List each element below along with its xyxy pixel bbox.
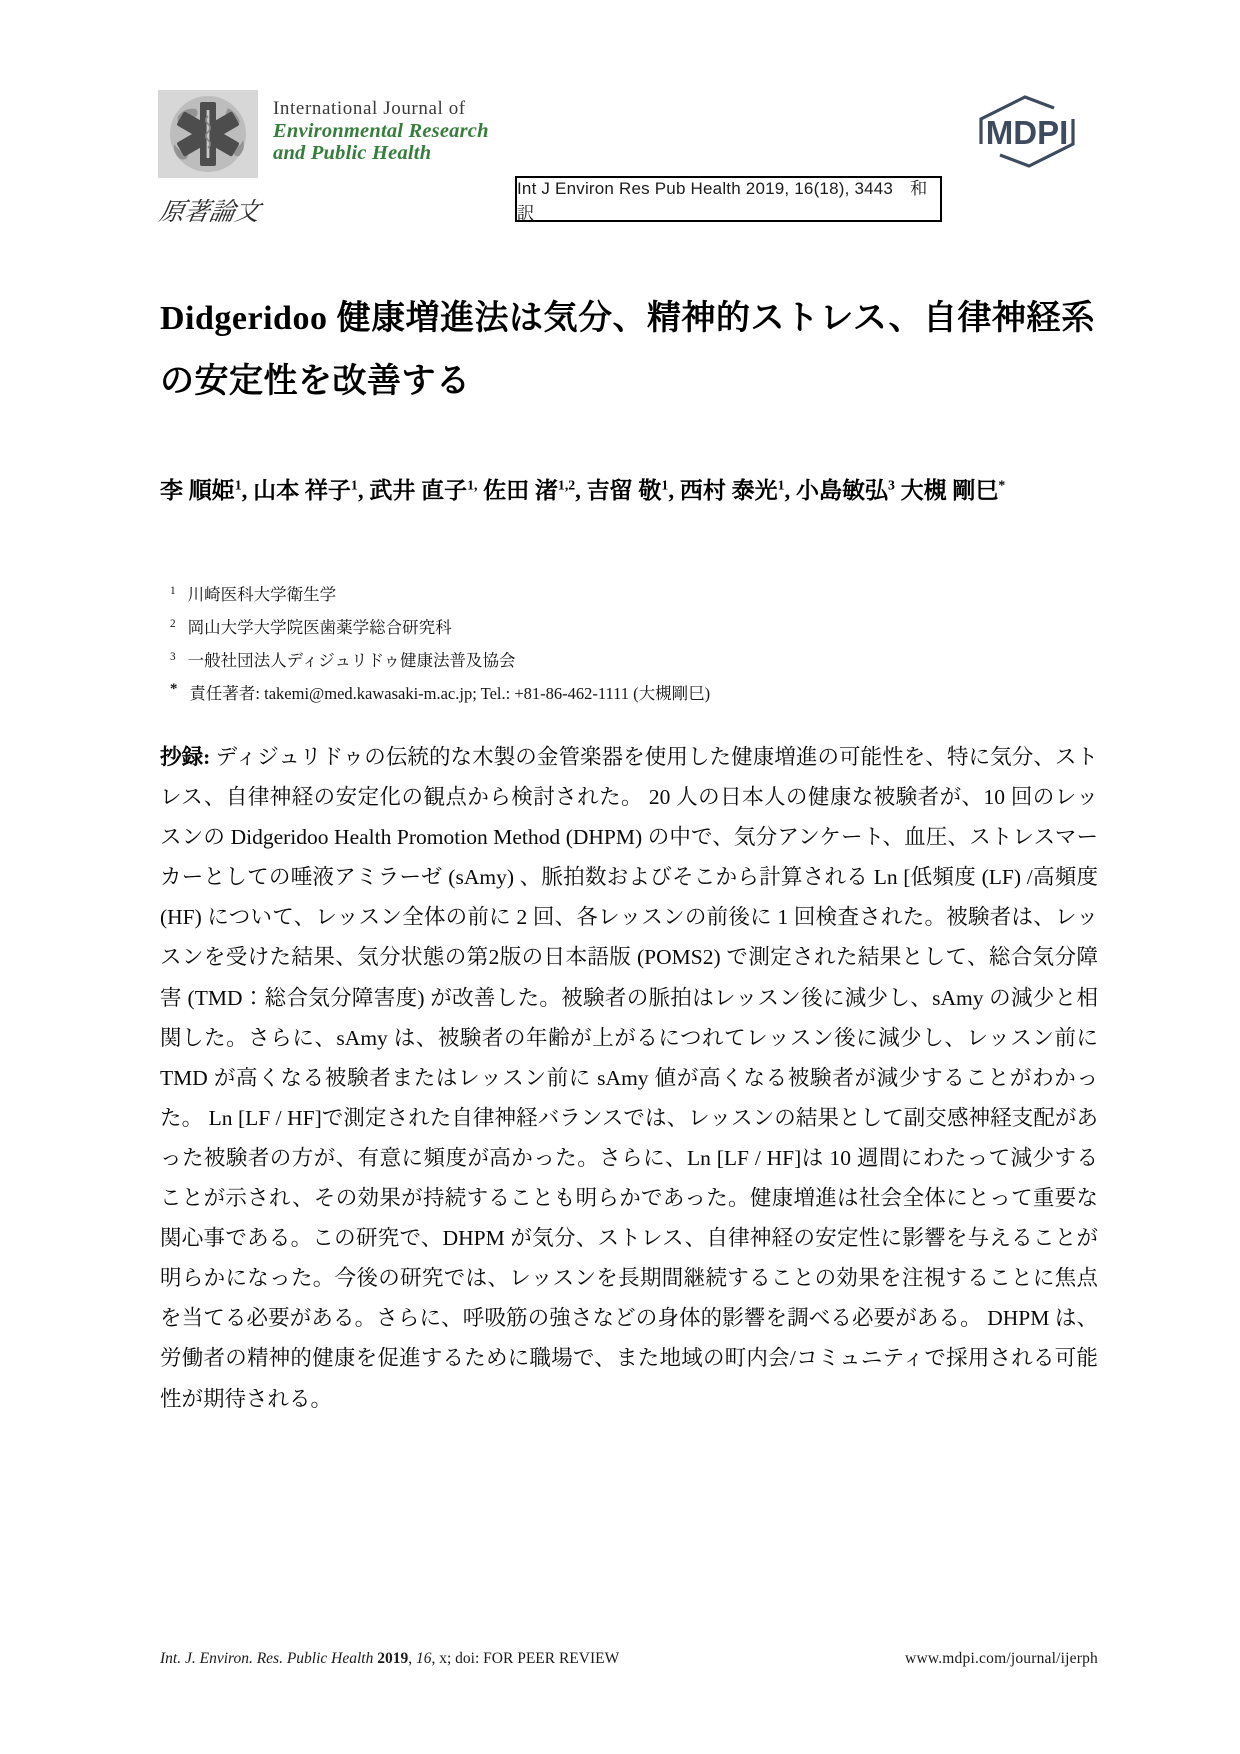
abstract-label: 抄録:	[160, 745, 216, 769]
article-type-label	[157, 192, 262, 228]
corresponding-rest: ; Tel.: +81-86-462-1111 (大槻剛巳)	[472, 684, 711, 703]
author-affiliation-sup: 1	[350, 477, 358, 493]
footer-citation-segment: ,	[408, 1650, 416, 1667]
author-affiliation-sup: 1	[234, 477, 242, 493]
affiliation-marker: 1	[170, 584, 176, 597]
footer-citation-segment: 16	[416, 1650, 432, 1667]
abstract	[160, 737, 1098, 1419]
author-affiliation-sup: 1,	[467, 477, 478, 493]
author	[369, 478, 483, 503]
page-footer	[160, 1650, 1098, 1668]
journal-header	[158, 90, 489, 178]
author-affiliation-sup: 1	[777, 477, 785, 493]
affiliation-marker: 2	[170, 617, 176, 630]
corresponding-author-row	[170, 677, 1090, 710]
affiliation-marker: 3	[170, 650, 176, 663]
author	[680, 478, 796, 503]
author-affiliation-sup: 1	[661, 477, 669, 493]
journal-name-line3: and Public Health	[273, 142, 432, 165]
affiliation-row	[170, 578, 1090, 611]
author-name: 大槻 剛巳	[900, 478, 999, 503]
footer-citation-segment: Int. J. Environ. Res. Public Health	[160, 1650, 378, 1667]
page-title: Didgeridoo 健康増進法は気分、精神的ストレス、自律神経系の安定性を改善する	[160, 300, 1096, 400]
mdpi-logo-text: MDPI	[985, 114, 1069, 151]
mdpi-logo	[968, 92, 1086, 177]
abstract-body: ディジュリドゥの伝統的な木製の金管楽器を使用した健康増進の可能性を、特に気分、ストレス、自律神経の安定化の観点から検討された。 20 人の日本人の健康な被験者が、10 回のレッスンの Didgeridoo Health Promotion Method (DHPM) の中で、気分アンケート、血圧、ストレスマーカーとしての唾液アミラーゼ (sAmy) 、脈拍数およびそこから計算される Ln [低頻度 (LF) /高頻度 (HF) について、レッスン全体の前に 2 回、各レッスンの前後に 1 回検査された。被験者は、レッスンを受けた結果、気分状態の第2版の日本語版 (POMS2) で測定された結果として、総合気分障害 (TMD：総合気分障害度) が改善した。被験者の脈拍はレッスン後に減少し、sAmy の減少と相関した。さらに、sAmy は、被験者の年齢が上がるにつれてレッスン後に減少し、レッスン前に TMD が高くなる被験者またはレッスン前に sAmy 値が高くなる被験者が減少することがわかった。 Ln [LF / HF]で測定された自律神経バランスでは、レッスンの結果として副交感神経支配があった被験者の方が、有意に頻度が高かった。さらに、Ln [LF / HF]は 10 週間にわたって減少することが示され、その効果が持続することも明らかであった。健康増進は社会全体にとって重要な関心事である。この研究で、DHPM が気分、ストレス、自律神経の安定性に影響を与えることが明らかになった。今後の研究では、レッスンを長期間継続することの効果を注視することに焦点を当てる必要がある。さらに、呼吸筋の強さなどの身体的影響を調べる必要がある。 DHPM は、労働者の精神的健康を促進するために職場で、また地域の町内会/コミュニティで採用される可能性が期待される。	[160, 745, 1098, 1411]
author-separator: ,	[668, 478, 680, 503]
author-list	[160, 463, 1098, 519]
corresponding-label: 責任著者:	[189, 684, 265, 703]
footer-journal-url[interactable]: www.mdpi.com/journal/ijerph	[905, 1650, 1098, 1667]
footer-citation-segment: , x; doi: FOR PEER REVIEW	[431, 1650, 620, 1667]
author-name: 吉留 敬	[586, 478, 662, 503]
footer-citation-segment: 2019	[377, 1650, 409, 1667]
author-name: 山本 祥子	[253, 478, 351, 503]
author-separator: ,	[241, 478, 254, 503]
citation-box: Int J Environ Res Pub Health 2019, 16(18), 3443 和訳	[515, 176, 942, 222]
author	[901, 478, 1006, 503]
author	[483, 478, 587, 503]
journal-name-line2: Environmental Research	[273, 119, 489, 142]
author-separator: ,	[575, 478, 587, 503]
affiliation-row	[170, 611, 1090, 644]
author-separator: ,	[784, 478, 796, 503]
affiliation-list	[170, 578, 1090, 677]
author	[253, 478, 369, 503]
affiliation-text: 岡山大学大学院医歯薬学総合研究科	[187, 618, 452, 637]
author-name: 李 順姫	[160, 478, 235, 503]
corresponding-email-link[interactable]: takemi@med.kawasaki-m.ac.jp	[264, 684, 473, 703]
author-affiliation-sup: 1,2	[557, 477, 576, 493]
affiliation-text: 一般社団法人ディジュリドゥ健康法普及協会	[187, 651, 516, 670]
author-name: 武井 直子	[369, 478, 468, 503]
author-separator: ,	[357, 478, 370, 503]
author	[587, 478, 680, 503]
article-type-text: 原著論文	[157, 199, 262, 226]
corresponding-marker: *	[170, 680, 178, 697]
journal-name-line1: International Journal of	[273, 98, 466, 119]
author-affiliation-sup: 3	[887, 477, 895, 493]
affiliation-text: 川崎医科大学衛生学	[187, 585, 337, 604]
affiliation-row	[170, 644, 1090, 677]
journal-globe-logo-icon	[158, 90, 258, 178]
author	[796, 478, 901, 503]
author-affiliation-sup: *	[998, 477, 1006, 493]
author-name: 小島敏弘	[795, 478, 888, 503]
journal-name	[273, 90, 489, 178]
author	[160, 478, 253, 503]
affiliation-block	[170, 578, 1090, 710]
footer-citation	[160, 1650, 619, 1668]
author-name: 佐田 渚	[483, 478, 558, 503]
author-name: 西村 泰光	[679, 478, 778, 503]
